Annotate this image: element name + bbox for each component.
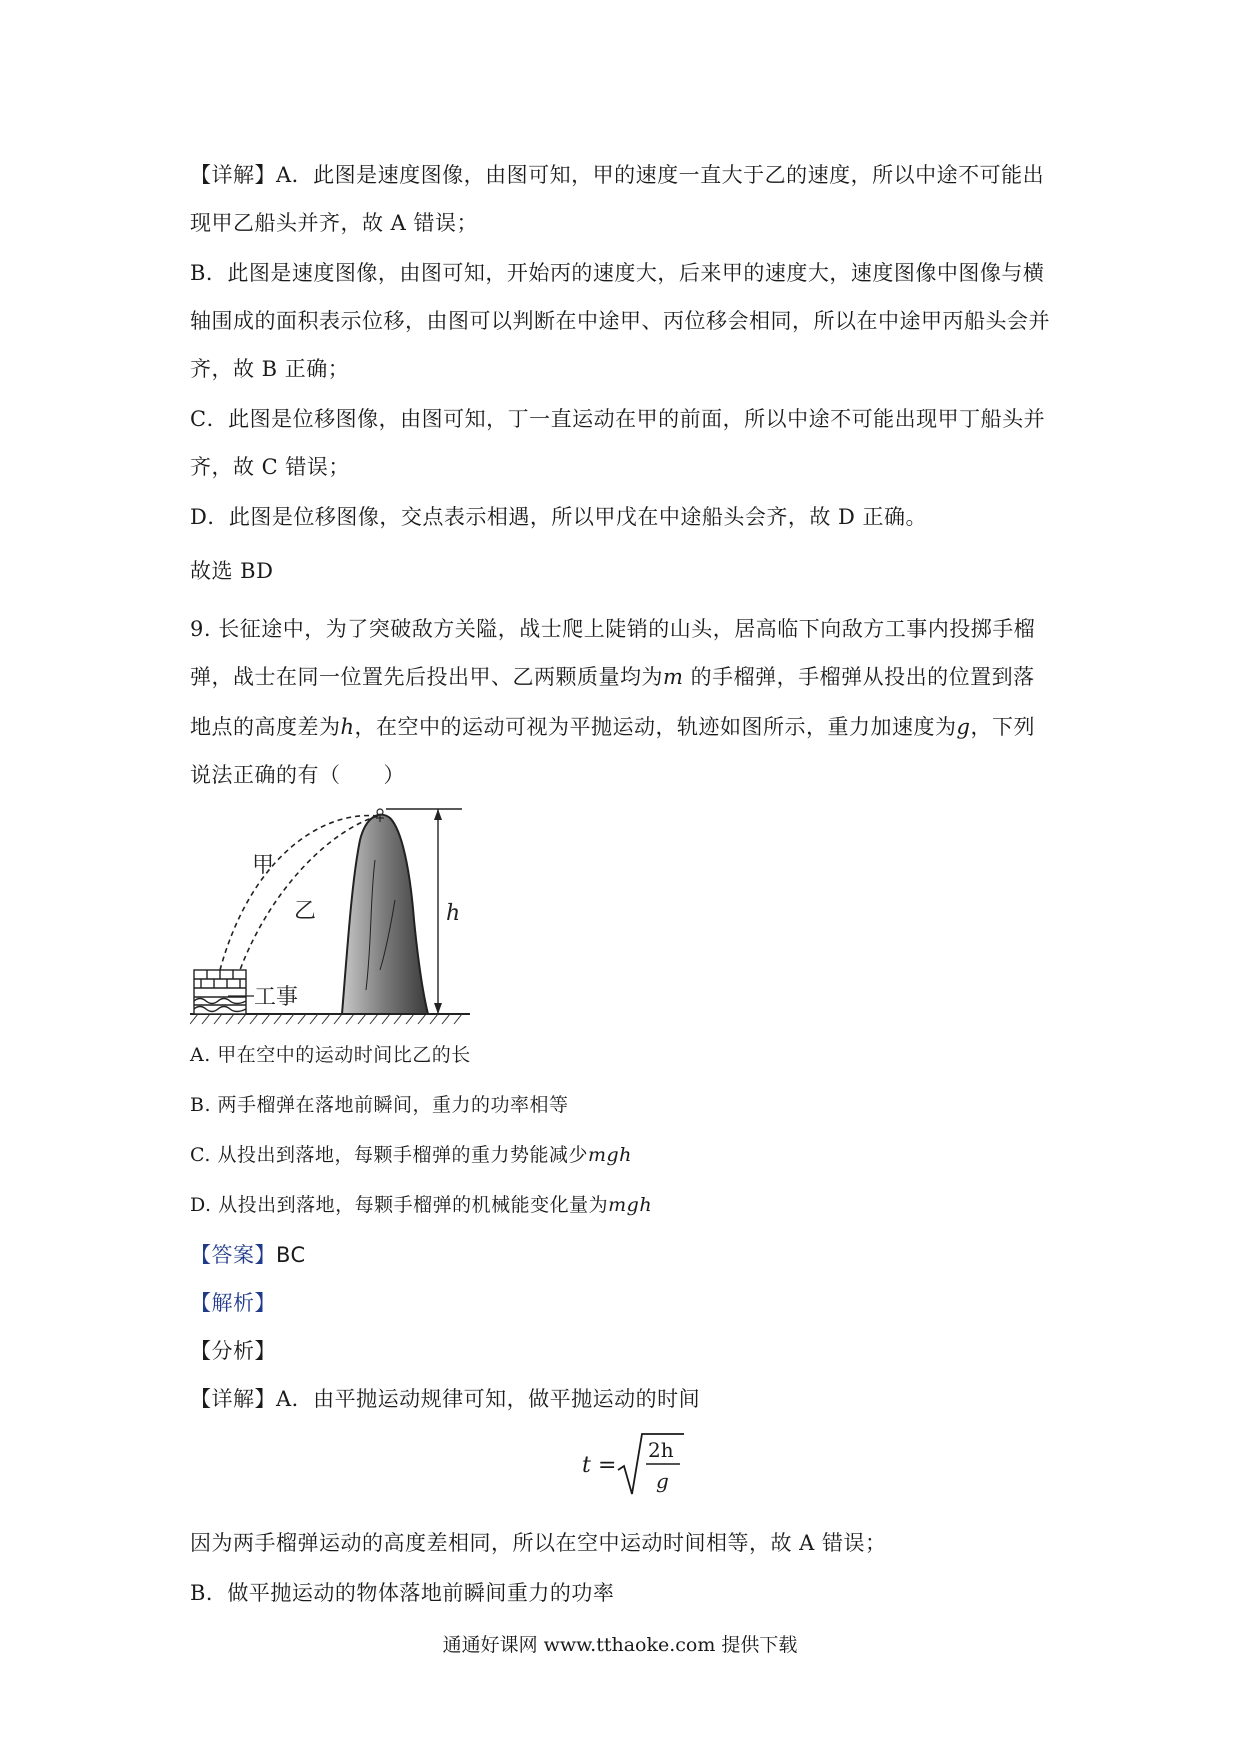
answer-line <box>190 1240 306 1270</box>
formula-eq: = <box>598 1453 617 1478</box>
rock-mountain <box>342 815 428 1014</box>
trajectory-figure <box>190 800 480 1030</box>
question-line: 9. 长征途中，为了突破敌方关隘，战士爬上陡销的山头，居高临下向敌方工事内投掷手榴 <box>190 617 1036 641</box>
label-jia: 甲 <box>252 853 275 878</box>
text-line: 轴围成的面积表示位移，由图可以判断在中途甲、丙位移会相同，所以在中途甲丙船头会并 <box>190 309 1050 333</box>
text-line: 故选 BD <box>190 559 274 583</box>
detail-a-line: 【详解】A．由平抛运动规律可知，做平抛运动的时间 <box>190 1387 701 1411</box>
label-yi: 乙 <box>294 899 317 924</box>
text-line: B．此图是速度图像，由图可知，开始丙的速度大，后来甲的速度大，速度图像中图像与横 <box>190 261 1045 285</box>
fenxi-label: 【分析】 <box>190 1339 276 1363</box>
formula-lhs: t <box>582 1453 591 1478</box>
label-h: h <box>446 901 461 926</box>
var-m: m <box>663 665 684 689</box>
option-a: A. 甲在空中的运动时间比乙的长 <box>190 1044 471 1066</box>
option-b: B. 两手榴弹在落地前瞬间，重力的功率相等 <box>190 1094 569 1116</box>
text-line: 现甲乙船头并齐，故 A 错误； <box>190 211 479 235</box>
math-mgh: mgh <box>587 1144 632 1166</box>
bunker-wall <box>194 970 246 1014</box>
question-line: 地点的高度差为h，在空中的运动可视为平抛运动，轨迹如图所示，重力加速度为g，下列 <box>190 715 1035 739</box>
text-line: C．此图是位移图像，由图可知，丁一直运动在甲的前面，所以中途不可能出现甲丁船头并 <box>190 407 1046 431</box>
answer-value: BC <box>276 1243 306 1267</box>
var-g: g <box>956 715 971 739</box>
text-line: 因为两手榴弹运动的高度差相同，所以在空中运动时间相等，故 A 错误； <box>190 1531 887 1555</box>
question-line: 说法正确的有（ ） <box>190 763 405 787</box>
question-line: 弹，战士在同一位置先后投出甲、乙两颗质量均为m 的手榴弹，手榴弹从投出的位置到落 <box>190 665 1035 689</box>
math-mgh: mgh <box>608 1194 653 1216</box>
text-line: D．此图是位移图像，交点表示相遇，所以甲戊在中途船头会齐，故 D 正确。 <box>190 505 928 529</box>
text-line: B．做平抛运动的物体落地前瞬间重力的功率 <box>190 1581 615 1605</box>
text-line: 【详解】A．此图是速度图像，由图可知，甲的速度一直大于乙的速度，所以中途不可能出 <box>190 163 1045 187</box>
text-line: 齐，故 B 正确； <box>190 357 350 381</box>
option-c: C. 从投出到落地，每颗手榴弹的重力势能减少mgh <box>190 1144 632 1166</box>
label-gongshi: 工事 <box>254 985 299 1010</box>
answer-label: 【答案】 <box>190 1243 276 1267</box>
text-line: 齐，故 C 错误； <box>190 455 350 479</box>
jiexi-label: 【解析】 <box>190 1291 276 1315</box>
formula-num: 2h <box>648 1438 674 1462</box>
formula-den: g <box>656 1469 669 1493</box>
page-footer: 通通好课网 www.tthaoke.com 提供下载 <box>442 1634 798 1656</box>
option-d: D. 从投出到落地，每颗手榴弹的机械能变化量为mgh <box>190 1194 653 1216</box>
time-formula <box>580 1430 690 1500</box>
var-h: h <box>340 715 355 739</box>
